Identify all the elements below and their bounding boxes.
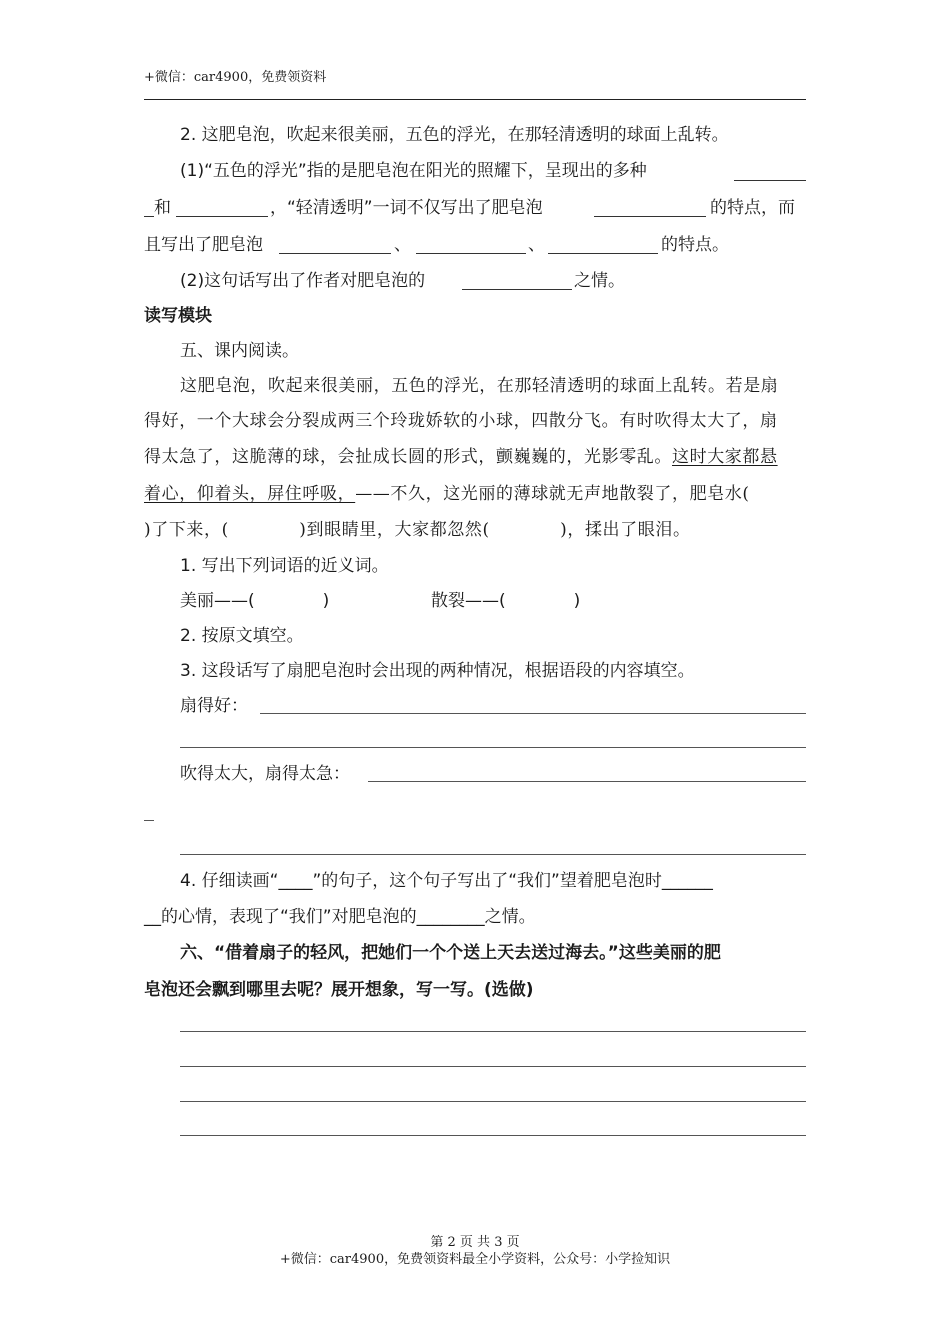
writing-line[interactable]: [180, 1066, 806, 1067]
passage-line: [144, 483, 750, 505]
q2-sub1-line2-end: 的特点，而: [710, 198, 795, 218]
section5-q3: 3. 这段话写了扇肥皂泡时会出现的两种情况，根据语段的内容填空。: [180, 661, 695, 681]
q4-text: ”的句子，这个句子写出了“我们”望着肥皂泡时: [312, 871, 662, 891]
q2-sub1-line3-end: 的特点。: [661, 235, 729, 255]
underlined-sentence: 这时大家都悬: [672, 447, 778, 467]
q2-sub1-sep: 、: [528, 235, 545, 255]
q2-sub2-end: 之情。: [574, 271, 625, 291]
answer-blank[interactable]: [548, 253, 658, 254]
underlined-sentence: 着心，仰着头，屏住呼吸，: [144, 484, 356, 504]
page-number: 第 2 页 共 3 页: [430, 1235, 520, 1250]
header-rule: [144, 99, 806, 100]
section6-line1: 六、“借着扇子的轻风，把她们一个个送上天去送过海去。”这些美丽的肥: [180, 943, 721, 963]
q2-sub1-line1: (1)“五色的浮光”指的是肥皂泡在阳光的照耀下，呈现出的多种: [180, 161, 647, 181]
q2-sub1-and: 和: [154, 198, 171, 218]
answer-blank[interactable]: [279, 253, 391, 254]
answer-blank[interactable]: ______: [661, 871, 713, 891]
passage-line: 得好，一个大球会分裂成两三个玲珑娇软的小球，四散分飞。有时吹得太大了，扇: [144, 411, 778, 431]
writing-line[interactable]: [144, 820, 154, 821]
writing-line[interactable]: [180, 1031, 806, 1032]
section5-q4-line1: [180, 870, 713, 892]
q4-text: 4. 仔细读画“: [180, 871, 279, 891]
passage-line: [144, 446, 778, 468]
q2-sub1-sep: 、: [394, 235, 411, 255]
page-footer: +微信：car4900，免费领资料最全小学资料，公众号：小学捡知识: [279, 1252, 671, 1267]
q3-label-too-big: 吹得太大，扇得太急：: [180, 764, 350, 784]
section5-q4-line2: [144, 906, 536, 928]
passage-text: ——不久，这光丽的薄球就无声地散裂了，肥皂水(: [355, 484, 750, 504]
synonym-item-beautiful: 美丽——( ): [180, 591, 330, 611]
section5-title: 五、课内阅读。: [180, 341, 299, 361]
writing-line[interactable]: [180, 1135, 806, 1136]
writing-line[interactable]: [368, 781, 806, 782]
writing-line[interactable]: [180, 747, 806, 748]
section5-q1: 1. 写出下列词语的近义词。: [180, 556, 389, 576]
writing-line[interactable]: [260, 713, 806, 714]
passage-text: 得太急了，这脆薄的球，会扯成长圆的形式，颤巍巍的，光影零乱。: [144, 447, 672, 467]
synonym-item-burst: 散裂——( ): [431, 591, 581, 611]
q3-label-fan-well: 扇得好：: [180, 696, 248, 716]
passage-line: 这肥皂泡，吹起来很美丽，五色的浮光，在那轻清透明的球面上乱转。若是扇: [180, 376, 779, 396]
answer-blank[interactable]: ________: [416, 907, 485, 927]
q4-text: 的心情，表现了“我们”对肥皂泡的: [161, 907, 417, 927]
page-header: +微信：car4900，免费领资料: [144, 70, 327, 85]
q2-stem: 2. 这肥皂泡，吹起来很美丽，五色的浮光，在那轻清透明的球面上乱转。: [180, 125, 729, 145]
answer-blank[interactable]: [594, 216, 706, 217]
section6-line2: 皂泡还会飘到哪里去呢？展开想象，写一写。(选做): [144, 980, 534, 1000]
q2-sub2: (2)这句话写出了作者对肥皂泡的: [180, 271, 426, 291]
answer-blank[interactable]: __: [144, 907, 161, 927]
answer-blank[interactable]: [734, 180, 806, 181]
answer-blank[interactable]: [144, 216, 154, 217]
writing-line[interactable]: [180, 1101, 806, 1102]
section5-q2: 2. 按原文填空。: [180, 626, 304, 646]
q2-sub1-line3: 且写出了肥皂泡: [144, 235, 263, 255]
answer-blank[interactable]: [416, 253, 526, 254]
answer-blank[interactable]: ____: [278, 871, 313, 891]
q2-sub1-line2: ，“轻清透明”一词不仅写出了肥皂泡: [270, 198, 543, 218]
answer-blank[interactable]: [462, 289, 572, 290]
q4-text: 之情。: [484, 907, 536, 927]
module-title: 读写模块: [144, 306, 212, 326]
passage-line: )了下来，( )到眼睛里，大家都忽然( )，揉出了眼泪。: [144, 520, 691, 540]
answer-blank[interactable]: [176, 216, 268, 217]
writing-line[interactable]: [180, 854, 806, 855]
